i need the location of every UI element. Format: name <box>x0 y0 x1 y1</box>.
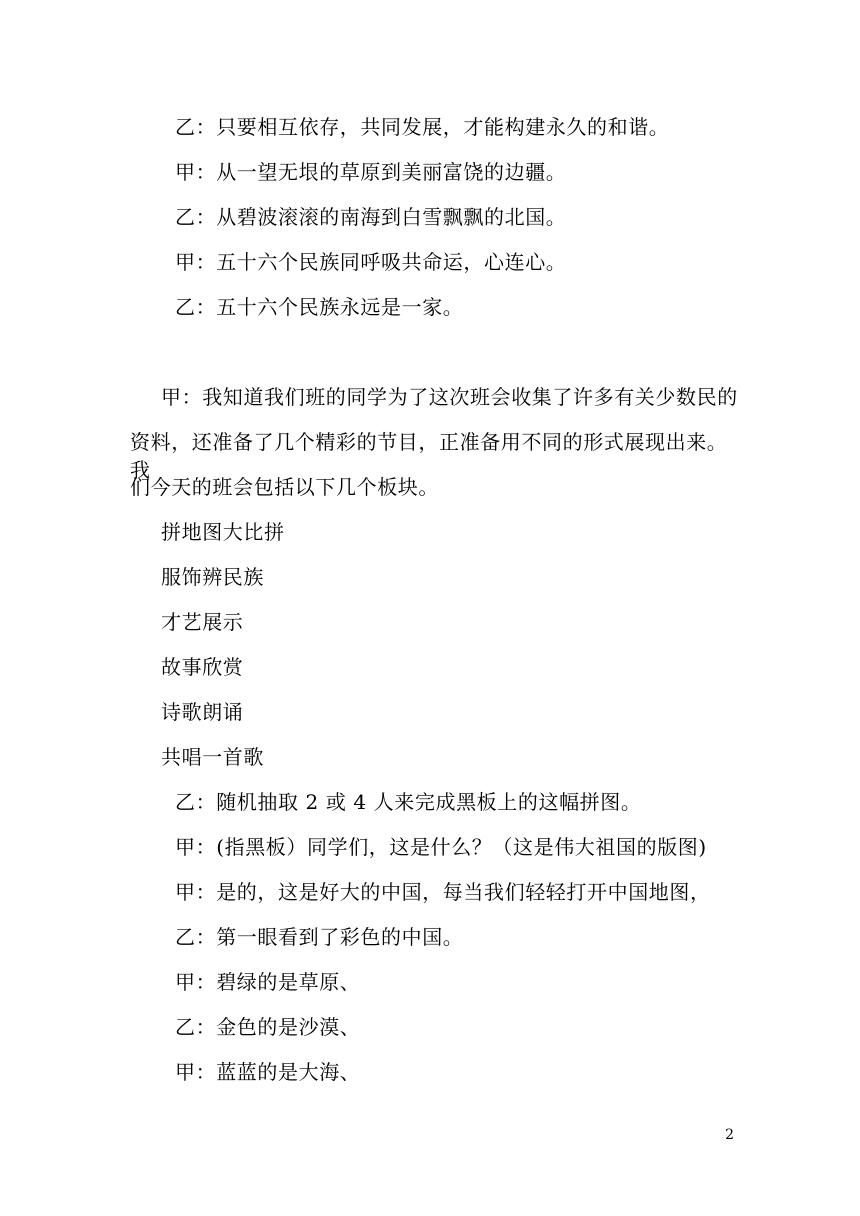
dialogue-line: 乙：金色的是沙漠、 <box>175 1015 361 1039</box>
paragraph-line: 甲：我知道我们班的同学为了这次班会收集了许多有关少数民的 <box>161 385 738 409</box>
dialogue-line: 甲：碧绿的是草原、 <box>175 970 361 994</box>
dialogue-line: 乙：五十六个民族永远是一家。 <box>175 295 464 319</box>
dialogue-line: 乙：只要相互依存，共同发展，才能构建永久的和谐。 <box>175 115 670 139</box>
dialogue-line: 甲：从一望无垠的草原到美丽富饶的边疆。 <box>175 160 567 184</box>
dialogue-line: 甲：是的，这是好大的中国，每当我们轻轻打开中国地图， <box>175 880 711 904</box>
section-item: 才艺展示 <box>161 610 244 634</box>
dialogue-line: 甲：(指黑板）同学们，这是什么？（这是伟大祖国的版图) <box>175 835 707 859</box>
section-item: 共唱一首歌 <box>161 745 264 769</box>
section-item: 故事欣赏 <box>161 655 244 679</box>
page-number: 2 <box>725 1127 734 1143</box>
dialogue-line: 乙：从碧波滚滚的南海到白雪飘飘的北国。 <box>175 205 567 229</box>
paragraph-line: 资料，还准备了几个精彩的节目，正准备用不同的形式展现出来。我 <box>130 430 728 482</box>
dialogue-line: 甲：五十六个民族同呼吸共命运，心连心。 <box>175 250 567 274</box>
section-item: 拼地图大比拼 <box>161 520 285 544</box>
paragraph-line: 们今天的班会包括以下几个板块。 <box>130 475 439 499</box>
dialogue-line: 乙：第一眼看到了彩色的中国。 <box>175 925 464 949</box>
section-item: 诗歌朗诵 <box>161 700 244 724</box>
dialogue-line: 甲：蓝蓝的是大海、 <box>175 1060 361 1084</box>
section-item: 服饰辨民族 <box>161 565 264 589</box>
dialogue-line: 乙：随机抽取 2 或 4 人来完成黑板上的这幅拼图。 <box>175 790 642 814</box>
